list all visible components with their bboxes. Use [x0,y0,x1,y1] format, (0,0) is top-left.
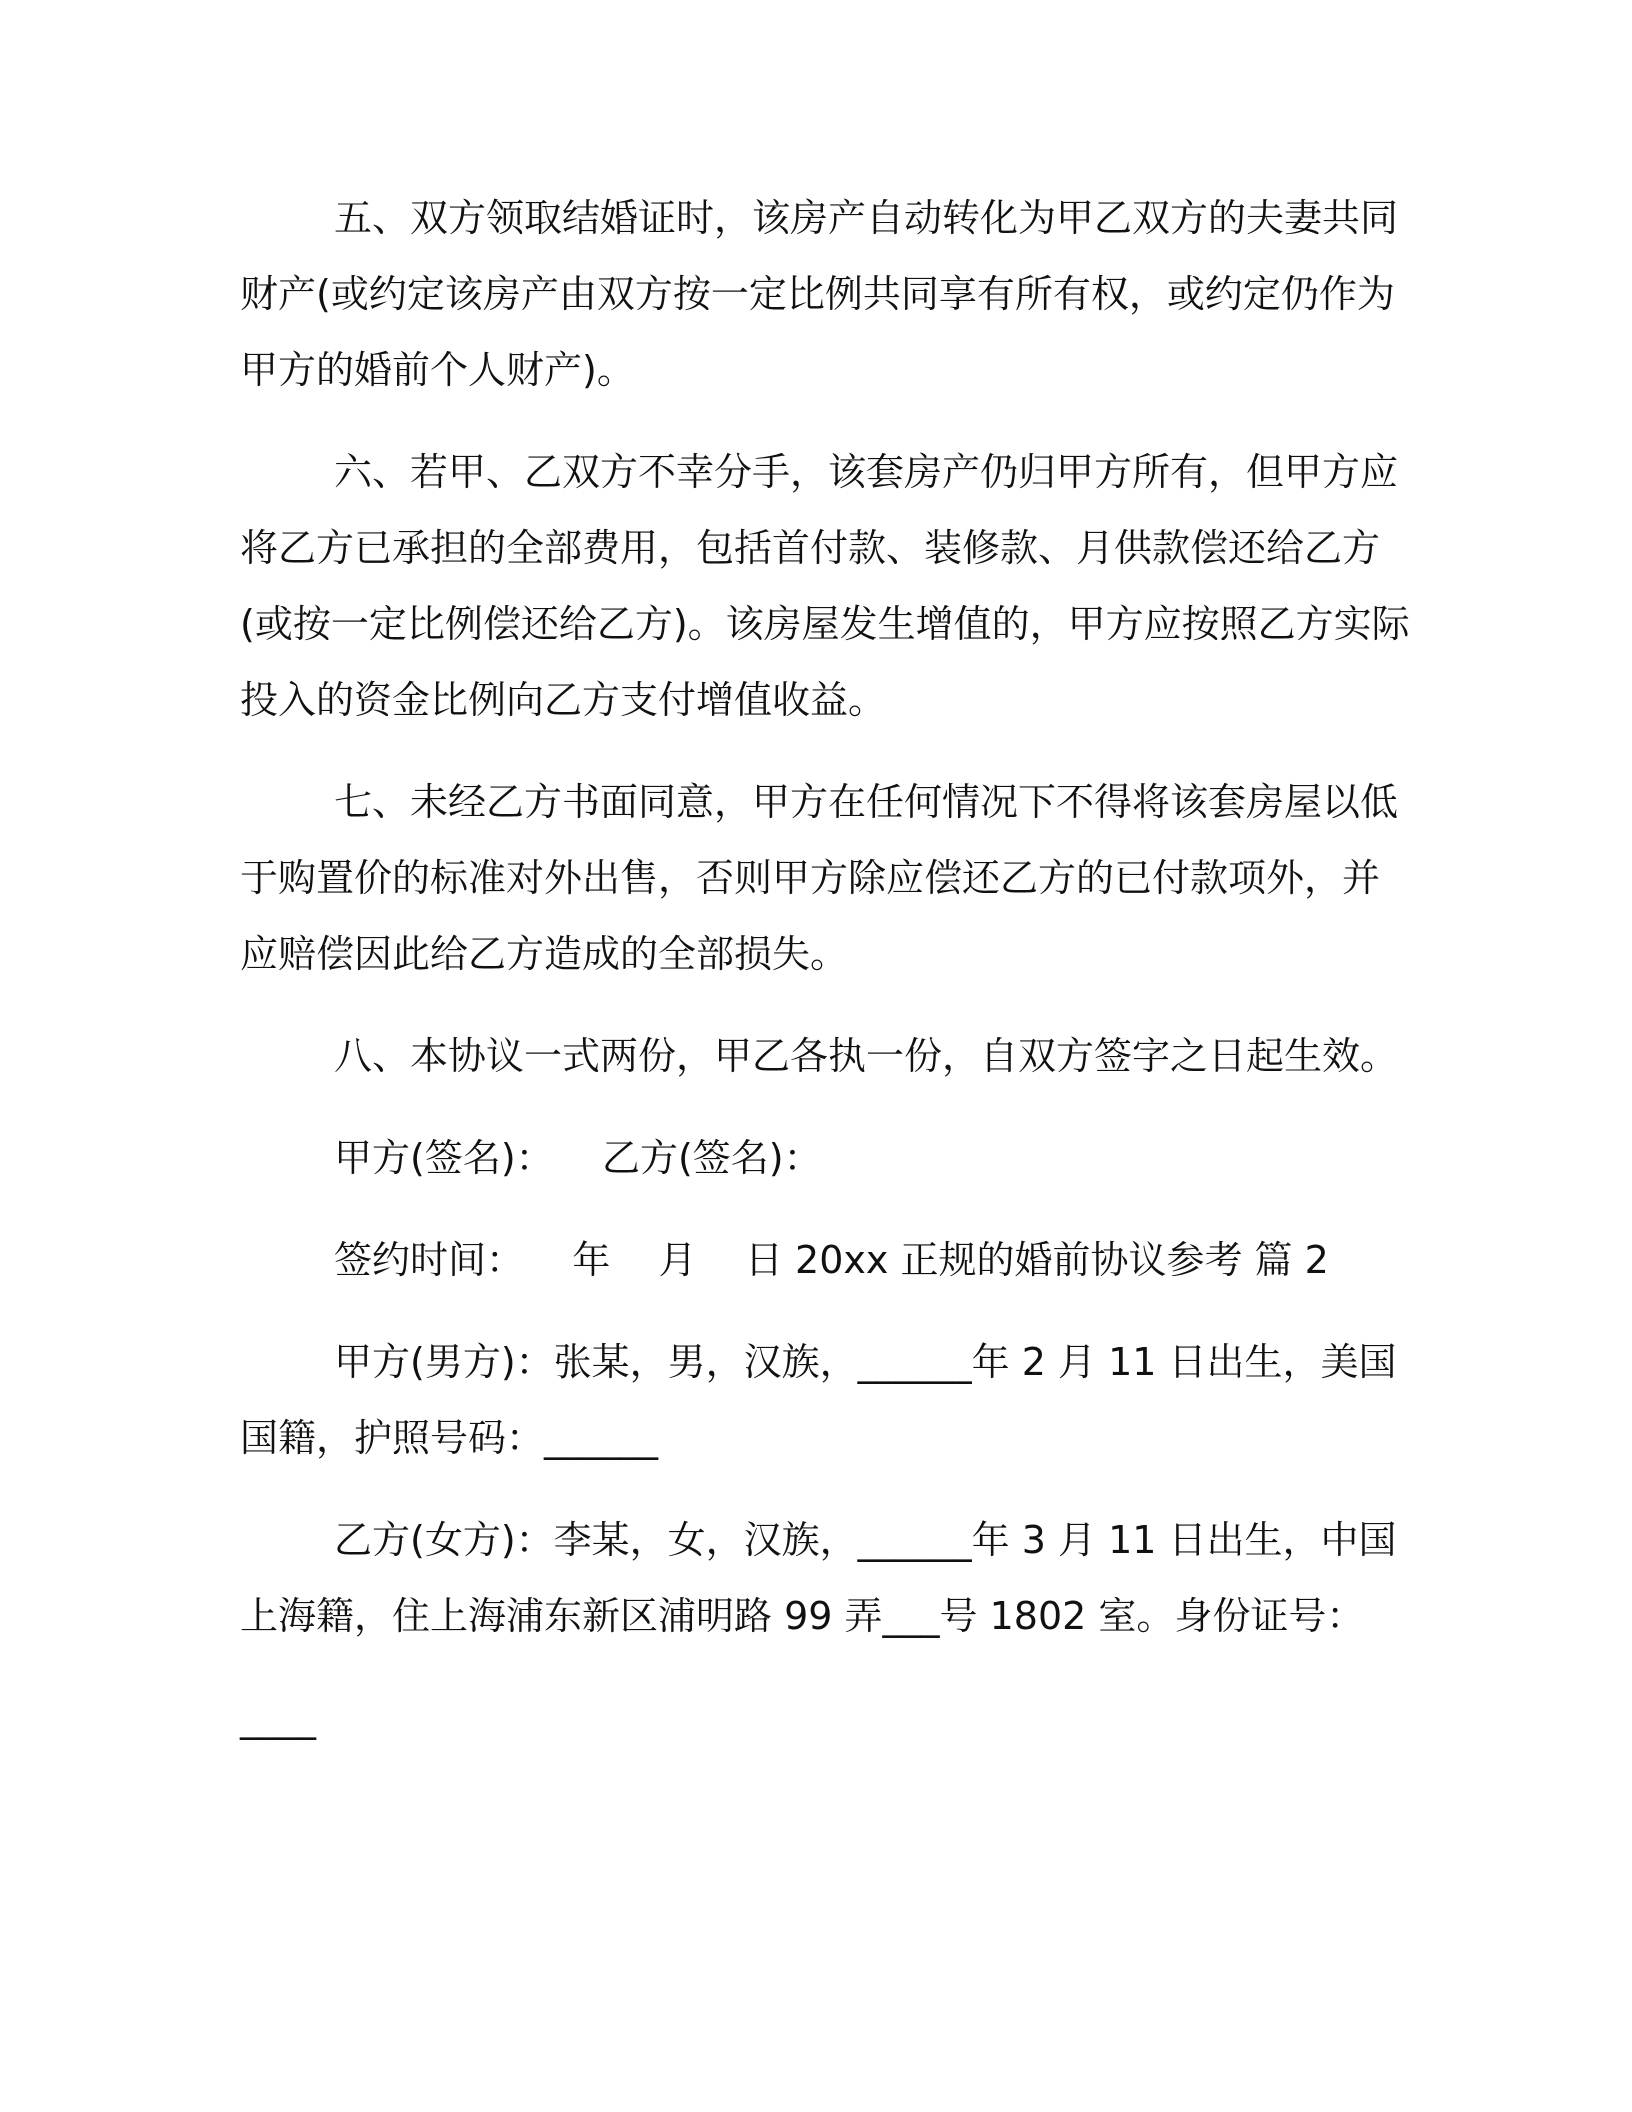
party-b-line-3: ____ [240,1696,316,1740]
paragraph-5-line-2: 财产(或约定该房产由双方按一定比例共同享有所有权，或约定仍作为 [240,272,1395,316]
paragraph-7-line-3: 应赔偿因此给乙方造成的全部损失。 [240,932,849,976]
paragraph-7-line-2: 于购置价的标准对外出售，否则甲方除应偿还乙方的已付款项外，并 [240,856,1381,900]
paragraph-5-line-3: 甲方的婚前个人财产)。 [240,348,635,392]
paragraph-6-line-1: 六、若甲、乙双方不幸分手，该套房产仍归甲方所有，但甲方应 [334,450,1399,494]
party-a-line-1: 甲方(男方)：张某，男，汉族，______年 2 月 11 日出生，美国 [334,1340,1397,1384]
paragraph-6-line-2: 将乙方已承担的全部费用，包括首付款、装修款、月供款偿还给乙方 [240,526,1381,570]
paragraph-7-line-1: 七、未经乙方书面同意，甲方在任何情况下不得将该套房屋以低 [334,780,1399,824]
party-a-line-2: 国籍，护照号码：______ [240,1416,659,1460]
party-b-line-2: 上海籍，住上海浦东新区浦明路 99 弄___号 1802 室。身份证号： [240,1594,1365,1638]
paragraph-6-line-4: 投入的资金比例向乙方支付增值收益。 [240,678,887,722]
date-line: 签约时间： 年 月 日 20xx 正规的婚前协议参考 篇 2 [334,1238,1329,1282]
paragraph-8-line-1: 八、本协议一式两份，甲乙各执一份，自双方签字之日起生效。 [334,1034,1399,1078]
signature-line: 甲方(签名)： 乙方(签名)： [334,1136,822,1180]
paragraph-5-line-1: 五、双方领取结婚证时，该房产自动转化为甲乙双方的夫妻共同 [334,196,1399,240]
paragraph-6-line-3: (或按一定比例偿还给乙方)。该房屋发生增值的，甲方应按照乙方实际 [240,602,1410,646]
party-b-line-1: 乙方(女方)：李某，女，汉族，______年 3 月 11 日出生，中国 [334,1518,1397,1562]
